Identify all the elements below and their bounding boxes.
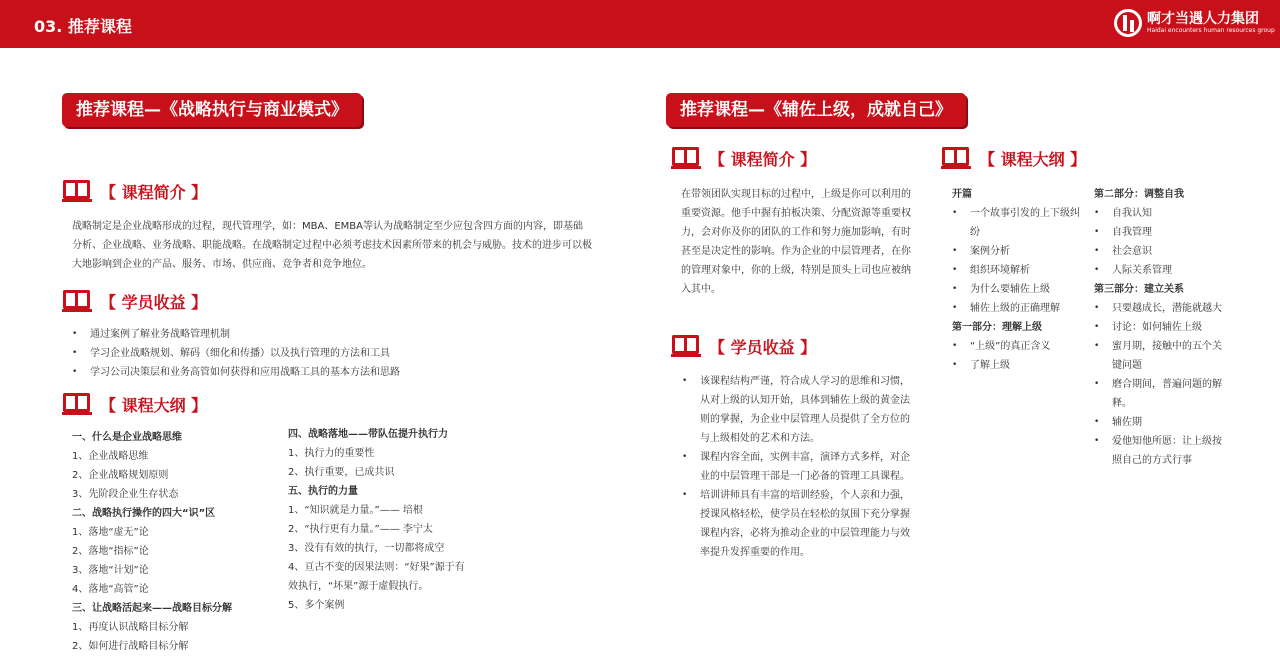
bullet-icon: • (1094, 322, 1100, 332)
outline-item: 效执行，“坏果”源于虚假执行。 (288, 581, 429, 592)
left-benefit-list (72, 325, 592, 382)
bullet-icon: • (952, 208, 958, 218)
outline-item: • 案例分析 (952, 242, 1082, 261)
outline-item: 2、执行重要，已成共识 (288, 467, 395, 478)
list-item: • 培训讲师具有丰富的培训经验，个人亲和力强，授课风格轻松，使学员在轻松的氛围下充分掌握课程内容，必将为推动企业的中层管理能力与效率提升发挥重要的作用。 (682, 486, 914, 562)
section-title: 【 课程大纲 】 (979, 149, 1087, 169)
bullet-icon: • (952, 303, 958, 313)
bullet-icon: • (1094, 208, 1100, 218)
list-item: • 课程内容全面，实例丰富，演译方式多样，对企业的中层管理干部是一门必备的管理工具课程。 (682, 448, 914, 486)
outline-item: • 蜜月期，接触中的五个关键问题 (1094, 337, 1224, 375)
section-title: 【 学员收益 】 (709, 337, 817, 357)
bullet-icon: • (1094, 246, 1100, 256)
outline-item: • 自我认知 (1094, 204, 1224, 223)
outline-part-heading: 开篇 (952, 189, 972, 200)
right-outline-col-2 (1094, 185, 1224, 470)
left-benefit-heading (62, 288, 207, 314)
outline-item: 四、战略落地——带队伍提升执行力 (288, 429, 448, 440)
outline-item: 1、执行力的重要性 (288, 448, 375, 459)
outline-item: 1、落地“虚无”论 (72, 527, 149, 538)
outline-item: 2、“执行更有力量。”—— 李宁太 (288, 524, 433, 535)
section-title: 【 课程简介 】 (709, 149, 817, 169)
outline-part-heading: 第三部分：建立关系 (1094, 284, 1184, 295)
outline-item: 1、企业战略思维 (72, 451, 149, 462)
left-outline-heading (62, 391, 207, 417)
outline-item: 三、让战略活起来——战略目标分解 (72, 603, 232, 614)
logo-icon (1114, 9, 1142, 37)
left-intro-heading (62, 178, 207, 204)
book-icon (671, 333, 701, 359)
outline-item: • 磨合期间，普遍问题的解释。 (1094, 375, 1224, 413)
company-logo (1114, 9, 1275, 37)
outline-item: 2、落地“指标”论 (72, 546, 149, 557)
outline-item: 2、如何进行战略目标分解 (72, 641, 189, 652)
book-icon (62, 391, 92, 417)
outline-item: 3、没有有效的执行，一切都将成空 (288, 543, 445, 554)
bullet-icon: • (1094, 341, 1100, 351)
right-benefit-list (682, 372, 914, 562)
bullet-icon: • (952, 341, 958, 351)
right-intro-heading (671, 145, 816, 171)
outline-item: • “上级”的真正含义 (952, 337, 1082, 356)
outline-item: 二、战略执行操作的四大“识”区 (72, 508, 216, 519)
outline-item: 4、落地“高管”论 (72, 584, 149, 595)
outline-item: • 爱他知他所愿：让上级按照自己的方式行事 (1094, 432, 1224, 470)
bullet-icon: • (1094, 265, 1100, 275)
outline-item: 1、“知识就是力量。”—— 培根 (288, 505, 423, 516)
left-intro-text: 战略制定是企业战略形成的过程，现代管理学，如：MBA、EMBA等认为战略制定至少应包含四方面的内容，即基础分析、企业战略、业务战略、职能战略。在战略制定过程中必须考虑技术因素所带来的机会与威胁。技术的进步可以极大地影响到企业的产品、服务、市场、供应商、竞争者和竞争地位。 (72, 221, 592, 270)
outline-item: 1、再度认识战略目标分解 (72, 622, 189, 633)
outline-item: • 组织环境解析 (952, 261, 1082, 280)
right-outline-heading (941, 145, 1086, 171)
right-benefit-heading (671, 333, 816, 359)
outline-item: • 讨论：如何辅佐上级 (1094, 318, 1224, 337)
outline-item: • 辅佐期 (1094, 413, 1224, 432)
outline-item: 一、什么是企业战略思维 (72, 432, 182, 443)
outline-item: • 为什么要辅佐上级 (952, 280, 1082, 299)
list-item: • 学习企业战略规划、解码（细化和传播）以及执行管理的方法和工具 (72, 344, 592, 363)
logo-subtitle: Haidai encounters human resources group (1147, 27, 1275, 34)
outline-item: 4、亘古不变的因果法则：“好果”源于有 (288, 562, 465, 573)
book-icon (62, 178, 92, 204)
outline-item: 5、多个案例 (288, 600, 345, 611)
outline-item: • 只要越成长，潜能就越大 (1094, 299, 1224, 318)
book-icon (671, 145, 701, 171)
bullet-icon: • (1094, 436, 1100, 446)
bullet-icon: • (1094, 379, 1100, 389)
book-icon (941, 145, 971, 171)
outline-item: 五、执行的力量 (288, 486, 358, 497)
outline-item: 3、先阶段企业生存状态 (72, 489, 179, 500)
outline-item: • 自我管理 (1094, 223, 1224, 242)
outline-item: • 一个故事引发的上下级纠纷 (952, 204, 1082, 242)
right-course-banner: 推荐课程—《辅佐上级，成就自己》 (666, 93, 966, 127)
book-icon (62, 288, 92, 314)
outline-item: • 辅佐上级的正确理解 (952, 299, 1082, 318)
outline-item: • 人际关系管理 (1094, 261, 1224, 280)
outline-part-heading: 第一部分：理解上级 (952, 322, 1042, 333)
bullet-icon: • (1094, 303, 1100, 313)
outline-item: • 社会意识 (1094, 242, 1224, 261)
bullet-icon: • (1094, 227, 1100, 237)
bullet-icon: • (952, 246, 958, 256)
list-item: • 通过案例了解业务战略管理机制 (72, 325, 592, 344)
left-outline-col-2 (288, 425, 498, 615)
left-outline-col-1 (72, 428, 282, 656)
page-title: 03. 推荐课程 (34, 17, 132, 36)
outline-item: • 了解上级 (952, 356, 1082, 375)
bullet-icon: • (952, 284, 958, 294)
bullet-icon: • (1094, 417, 1100, 427)
outline-item: 2、企业战略规划原则 (72, 470, 169, 481)
section-title: 【 课程简介 】 (100, 182, 208, 202)
section-title: 【 学员收益 】 (100, 292, 208, 312)
logo-name: 啊才当遇人力集团 (1147, 11, 1259, 27)
section-title: 【 课程大纲 】 (100, 395, 208, 415)
right-intro-text: 在带领团队实现目标的过程中，上级是你可以利用的重要资源。他手中握有拍板决策、分配资源等重要权力，会对你及你的团队的工作和努力施加影响，有时甚至是决定性的影响。作为企业的中层管理者，在你的管理对象中，你的上级，特别是顶头上司也应被纳入其中。 (681, 189, 911, 295)
outline-item: 3、落地“计划”论 (72, 565, 149, 576)
list-item: • 该课程结构严谨，符合成人学习的思维和习惯，从对上级的认知开始，具体到辅佐上级的黄金法则的掌握，为企业中层管理人员提供了全方位的与上级相处的艺术和方法。 (682, 372, 914, 448)
list-item: • 学习公司决策层和业务高管如何获得和应用战略工具的基本方法和思路 (72, 363, 592, 382)
right-outline-col-1 (952, 185, 1082, 375)
left-course-banner: 推荐课程—《战略执行与商业模式》 (62, 93, 362, 127)
outline-part-heading: 第二部分：调整自我 (1094, 189, 1184, 200)
top-bar (0, 0, 1280, 48)
bullet-icon: • (952, 360, 958, 370)
bullet-icon: • (952, 265, 958, 275)
